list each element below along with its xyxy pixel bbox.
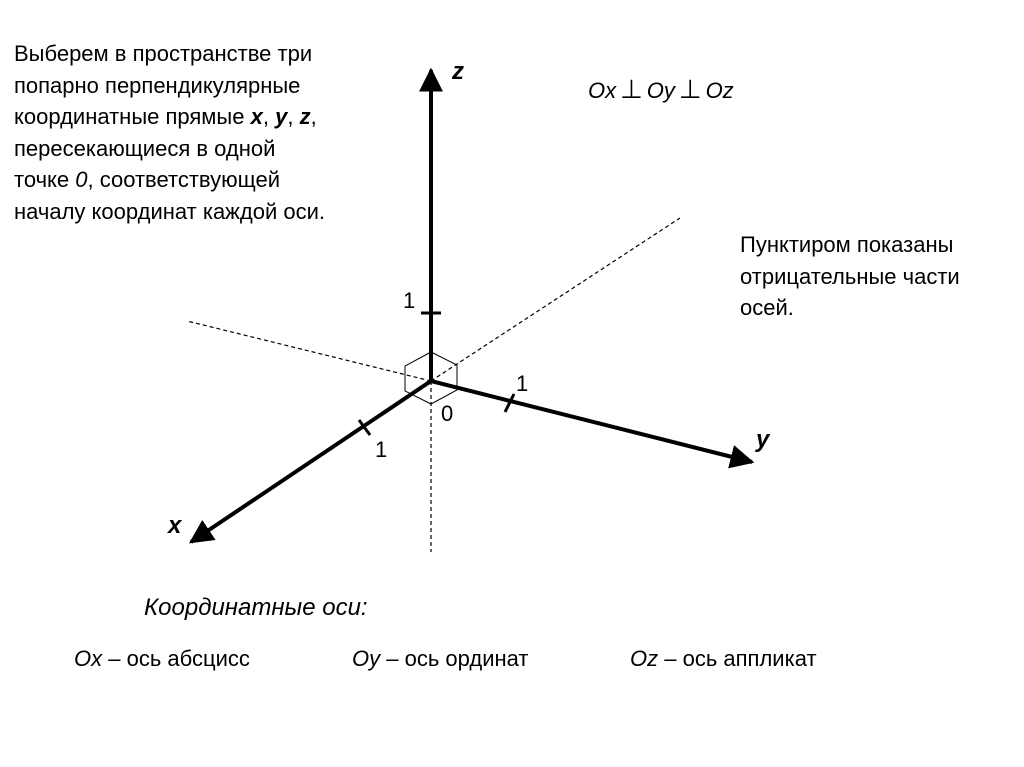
intro-sep-3: , [310,104,317,129]
legend-ox [74,646,250,672]
perp-symbol-1: ⊥ [620,74,643,104]
axes-legend-title: Координатные оси: [144,594,368,621]
legend-oz-desc: – ось аппликат [658,646,817,671]
note-line-2: отрицательные части [740,263,960,289]
x-axis-label: x [168,512,182,539]
legend-oy-name: Oy [352,646,381,671]
negative-y-dashed [187,321,431,381]
z-axis-label: z [452,58,464,85]
y-axis-label: y [756,426,770,453]
intro-line-2: попарно перпендикулярные [14,72,301,98]
negative-x-dashed [431,218,680,381]
intro-line-4: пересекающиеся в одной [14,135,276,161]
z-unit-label: 1 [403,288,416,313]
intro-line-3-text: координатные прямые [14,104,251,129]
intro-sep-2: , [287,104,300,129]
intro-var-y: y [275,104,288,129]
y-unit-label: 1 [516,371,529,396]
origin-label: 0 [441,401,454,426]
intro-sep-1: , [262,104,276,129]
legend-ox-name: Ox [74,646,103,671]
legend-oz-name: Oz [630,646,659,671]
legend-oy [352,646,528,672]
legend-oz [630,646,817,672]
intro-line-5-post: , соответствующей [87,167,280,192]
intro-var-z: z [299,104,311,129]
y-axis [431,381,752,462]
x-unit-label: 1 [375,437,388,462]
intro-line-6: началу координат каждой оси. [14,198,326,224]
perp-oz: Oz [705,78,734,103]
perp-oy: Oy [646,78,675,103]
legend-ox-desc: – ось абсцисс [102,646,250,671]
intro-var-x: x [250,104,263,129]
perp-symbol-2: ⊥ [678,74,702,104]
intro-line-5-pre: точке [14,167,76,192]
note-line-1: Пунктиром показаны [740,232,954,257]
perp-ox: Ox [588,78,617,103]
legend-oy-desc: – ось ординат [380,646,529,671]
intro-origin-zero: 0 [75,167,88,192]
intro-line-1: Выберем в пространстве три [14,41,313,66]
x-axis [191,381,431,542]
note-line-3: осей. [740,295,794,320]
